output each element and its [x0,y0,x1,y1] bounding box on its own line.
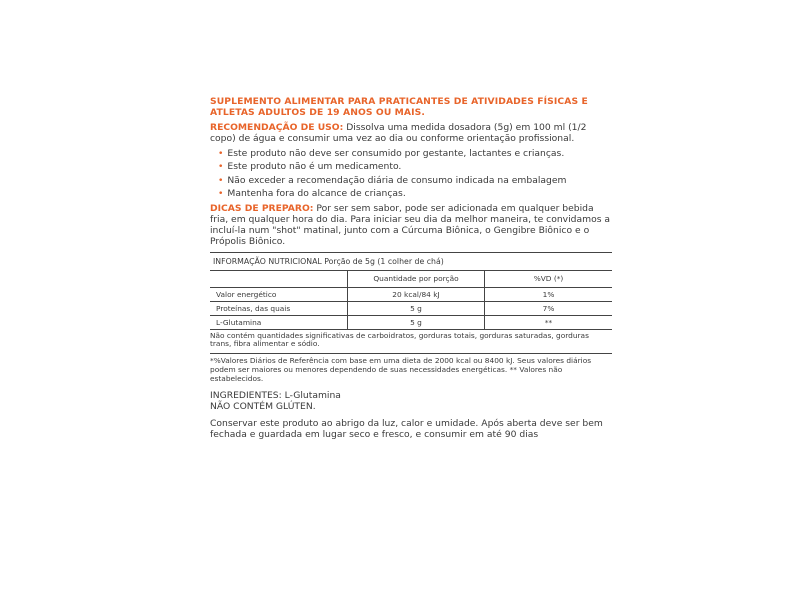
warning-text: Este produto não deve ser consumido por gestante, lactantes e crianças. [227,148,565,159]
product-label [210,96,612,440]
headline: SUPLEMENTO ALIMENTAR PARA PRATICANTES DE ATIVIDADES FÍSICAS E ATLETAS ADULTOS DE 19 ANOS OU MAIS. [210,96,588,118]
usage-paragraph [210,122,612,144]
preparation-text: Por ser sem sabor, pode ser adicionada em qualquer bebida fria, em qualquer hora do dia. Para iniciar seu dia da melhor maneira, te convidamos a incluí-la num "shot" matinal, junto com a Cúrcuma Biônica, o Gengibre Biônico e o Própolis Biônico. [210,202,611,247]
table-caption-row [210,252,612,270]
warning-text: Este produto não é um medicamento. [227,161,402,173]
table-header-row [210,270,612,287]
gluten-line: NÃO CONTÉM GLÚTEN. [210,400,316,412]
nutrition-note: Não contém quantidades significativas de carboidratos, gorduras totais, gorduras saturadas, gorduras trans, fibra alimentar e sódio. [210,330,589,349]
usage-text: Dissolva uma medida dosadora (5g) em 100 ml (1/2 copo) de água e consumir uma vez ao dia ou conforme orientação profissional. [210,122,587,144]
usage-lead: RECOMENDAÇÃO DE USO: [210,122,344,133]
storage-instructions: Conservar este produto ao abrigo da luz, calor e umidade. Após aberta deve ser bem fechada e guardada em lugar seco e fresco, e consumir em até 90 dias [210,417,603,440]
column-header [210,270,348,287]
bullet-icon: • [218,161,224,173]
preparation-paragraph [210,203,612,247]
nutrient-name: Valor energético [210,287,348,301]
table-row [210,287,612,301]
nutrient-name: L-Glutamina [210,315,348,329]
nutrient-dv: 7% [485,301,613,315]
nutrient-amount: 5 g [348,315,485,329]
nutrient-amount: 20 kcal/84 kJ [348,287,485,301]
nutrition-footnote: *%Valores Diários de Referência com base em uma dieta de 2000 kcal ou 8400 kJ. Seus valores diários podem ser maiores ou menores dependendo de suas necessidades energéticas. ** Valores não estabelecidos. [210,356,592,383]
nutrient-dv: ** [485,315,613,329]
nutrition-table [210,252,612,330]
bullet-icon: • [218,174,224,186]
list-item [218,187,612,200]
preparation-lead: DICAS DE PREPARO: [210,202,314,214]
list-item [218,147,612,160]
nutrient-amount: 5 g [348,301,485,315]
table-row [210,315,612,329]
list-item [218,174,612,187]
column-header: %VD (*) [485,270,613,287]
nutrition-caption: INFORMAÇÃO NUTRICIONAL Porção de 5g (1 colher de chá) [210,252,612,270]
warning-list [210,147,612,201]
table-row [210,301,612,315]
warning-text: Não exceder a recomendação diária de consumo indicada na embalagem [227,174,567,186]
ingredients-line: INGREDIENTES: L-Glutamina [210,389,341,401]
divider [210,353,612,354]
list-item [218,160,612,173]
column-header: Quantidade por porção [348,270,485,287]
warning-text: Mantenha fora do alcance de crianças. [227,188,406,200]
bullet-icon: • [218,188,224,200]
bullet-icon: • [218,148,224,159]
nutrient-name: Proteínas, das quais [210,301,348,315]
nutrient-dv: 1% [485,287,613,301]
